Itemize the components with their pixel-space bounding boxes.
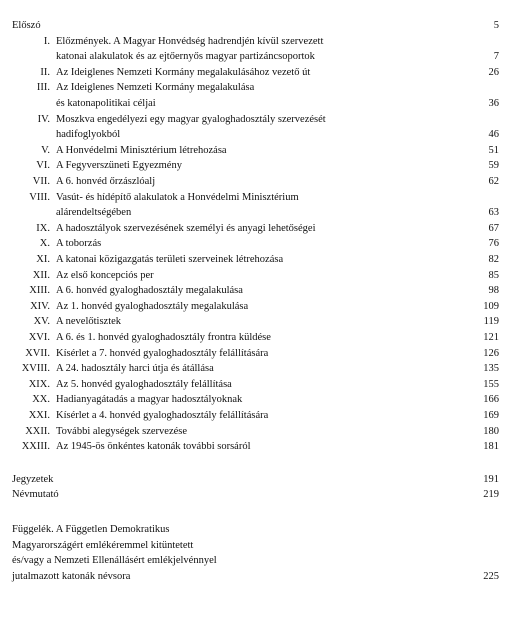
entry-page-number: 135	[483, 363, 499, 375]
chapter-title: A 6. és 1. honvéd gyaloghadosztály frontra küldése	[56, 332, 271, 343]
chapter-title: hadifoglyokból	[56, 129, 121, 141]
entry-page-number: 46	[488, 129, 499, 141]
entry-page-number: 219	[483, 489, 499, 501]
chapter-number: III.	[36, 82, 50, 94]
chapter-number: XX.	[32, 394, 50, 406]
chapter-entry	[0, 177, 513, 189]
entry-page-number: 109	[483, 300, 499, 312]
appendix-title: jutalmazott katonák névsora	[12, 570, 131, 582]
entry-page-number: 98	[488, 285, 499, 297]
chapter-title: A katonai közigazgatás területi szerveinek létrehozása	[56, 254, 284, 265]
entry-page-number: 85	[488, 269, 499, 281]
chapter-entry	[0, 349, 513, 361]
chapter-entry	[0, 271, 513, 283]
entry-page-number: 7	[493, 51, 499, 63]
chapter-title: Az 1945-ös önkéntes katonák további sorsáról	[56, 441, 251, 453]
chapter-entry	[0, 427, 513, 439]
chapter-title: A 24. hadosztály harci útja és átállása	[56, 363, 214, 375]
chapter-title: A Fegyverszüneti Egyezmény	[56, 160, 182, 172]
appendix-entry	[0, 556, 513, 568]
chapter-entry	[0, 68, 513, 80]
chapter-entry	[0, 317, 513, 329]
chapter-entry	[0, 37, 513, 49]
chapter-entry	[0, 395, 513, 407]
appendix-entry	[0, 541, 513, 553]
entry-page-number: 155	[483, 378, 499, 390]
chapter-number: X.	[39, 238, 50, 250]
chapter-title: Moszkva engedélyezi egy magyar gyaloghadosztály szervezését	[56, 113, 326, 125]
entry-page-number: 181	[483, 441, 499, 453]
chapter-entry	[0, 130, 513, 142]
appendix-title: Függelék. A Független Demokratikus	[12, 524, 170, 535]
entry-page-number: 121	[483, 332, 499, 343]
entry-page-number: 26	[488, 66, 499, 78]
chapter-title: A toborzás	[56, 238, 102, 250]
chapter-entry	[0, 208, 513, 220]
chapter-title: katonai alakulatok és az ejtőernyős magyar partizáncsoportok	[56, 51, 315, 63]
chapter-entry	[0, 146, 513, 158]
chapter-number: XI.	[36, 254, 50, 265]
entry-page-number: 126	[483, 347, 499, 359]
chapter-entry	[0, 224, 513, 236]
chapter-entry	[0, 333, 513, 345]
chapter-number: VIII.	[29, 191, 50, 203]
chapter-number: V.	[41, 144, 50, 156]
chapter-entry	[0, 380, 513, 392]
chapter-number: XIV.	[30, 300, 50, 312]
chapter-entry	[0, 239, 513, 251]
entry-page-number: 166	[483, 394, 499, 406]
entry-page-number: 119	[483, 316, 499, 328]
chapter-title: Vasút- és hídépítő alakulatok a Honvédelmi Minisztérium	[56, 191, 299, 203]
chapter-entry	[0, 442, 513, 454]
chapter-entry	[0, 364, 513, 376]
entry-page-number: 191	[483, 473, 499, 485]
chapter-title: Az Ideiglenes Nemzeti Kormány megalakulásához vezető út	[56, 66, 311, 78]
appendix-entry	[0, 525, 513, 537]
entry-page-number: 36	[488, 98, 499, 109]
entry-page-number: 5	[493, 20, 499, 31]
chapter-title: Hadianyagátadás a magyar hadosztályoknak	[56, 394, 243, 406]
entry-title: Névmutató	[12, 489, 59, 501]
chapter-number: VI.	[36, 160, 50, 172]
chapter-title: Kísérlet a 7. honvéd gyaloghadosztály felállítására	[56, 347, 269, 359]
back-matter-entry	[0, 490, 513, 502]
chapter-title: alárendeltségében	[56, 207, 132, 219]
chapter-entry	[0, 115, 513, 127]
entry-page-number: 67	[488, 222, 499, 234]
entry-page-number: 62	[488, 176, 499, 187]
chapter-entry	[0, 286, 513, 298]
chapter-title: Az 5. honvéd gyaloghadosztály felállítása	[56, 378, 232, 390]
chapter-title: A hadosztályok szervezésének személyi és anyagi lehetőségei	[56, 222, 316, 234]
back-matter-entry	[0, 475, 513, 487]
chapter-number: II.	[40, 66, 50, 78]
chapter-number: XV.	[33, 316, 50, 328]
foreword-entry	[0, 21, 513, 33]
chapter-number: VII.	[32, 176, 50, 187]
chapter-title: A 6. honvéd gyaloghadosztály megalakulása	[56, 285, 243, 297]
chapter-title: Az 1. honvéd gyaloghadosztály megalakulása	[56, 300, 249, 312]
chapter-entry	[0, 52, 513, 64]
entry-title: Jegyzetek	[12, 473, 54, 485]
chapter-entry	[0, 255, 513, 267]
chapter-title: Az első koncepciós per	[56, 269, 154, 281]
chapter-number: XII.	[32, 269, 50, 281]
chapter-number: XVII.	[25, 347, 50, 359]
chapter-entry	[0, 99, 513, 111]
chapter-number: XXIII.	[21, 441, 50, 453]
entry-page-number: 225	[483, 570, 499, 582]
entry-title: Előszó	[12, 20, 41, 31]
chapter-number: XVIII.	[21, 363, 50, 375]
entry-page-number: 169	[483, 410, 499, 421]
chapter-title: A Honvédelmi Minisztérium létrehozása	[56, 144, 227, 156]
entry-page-number: 180	[483, 425, 499, 437]
appendix-entry	[0, 572, 513, 584]
chapter-number: IX.	[36, 222, 50, 234]
chapter-title: Előzmények. A Magyar Honvédség hadrendjén kívül szervezett	[56, 35, 324, 47]
chapter-title: Kísérlet a 4. honvéd gyaloghadosztály felállítására	[56, 410, 269, 421]
chapter-number: IV.	[37, 113, 50, 125]
appendix-title: Magyarországért emlékéremmel kitüntetett	[12, 539, 194, 551]
chapter-number: XVI.	[28, 332, 50, 343]
chapter-number: XIX.	[28, 378, 50, 390]
chapter-number: XIII.	[29, 285, 50, 297]
entry-page-number: 82	[488, 254, 499, 265]
chapter-entry	[0, 302, 513, 314]
entry-page-number: 59	[488, 160, 499, 172]
chapter-title: Az Ideiglenes Nemzeti Kormány megalakulása	[56, 82, 255, 94]
chapter-number: XXII.	[25, 425, 50, 437]
chapter-title: További alegységek szervezése	[56, 425, 188, 437]
chapter-entry	[0, 161, 513, 173]
chapter-entry	[0, 411, 513, 423]
chapter-entry	[0, 193, 513, 205]
chapter-title: A nevelőtisztek	[56, 316, 122, 328]
chapter-title: A 6. honvéd őrzászlóalj	[56, 176, 156, 187]
chapter-number: I.	[43, 35, 50, 47]
entry-page-number: 63	[488, 207, 499, 219]
appendix-title: és/vagy a Nemzeti Ellenállásért emlékjelvénnyel	[12, 555, 217, 567]
entry-page-number: 51	[488, 144, 499, 156]
chapter-number: XXI.	[28, 410, 50, 421]
chapter-entry	[0, 83, 513, 95]
entry-page-number: 76	[488, 238, 499, 250]
chapter-title: és katonapolitikai céljai	[56, 98, 156, 109]
